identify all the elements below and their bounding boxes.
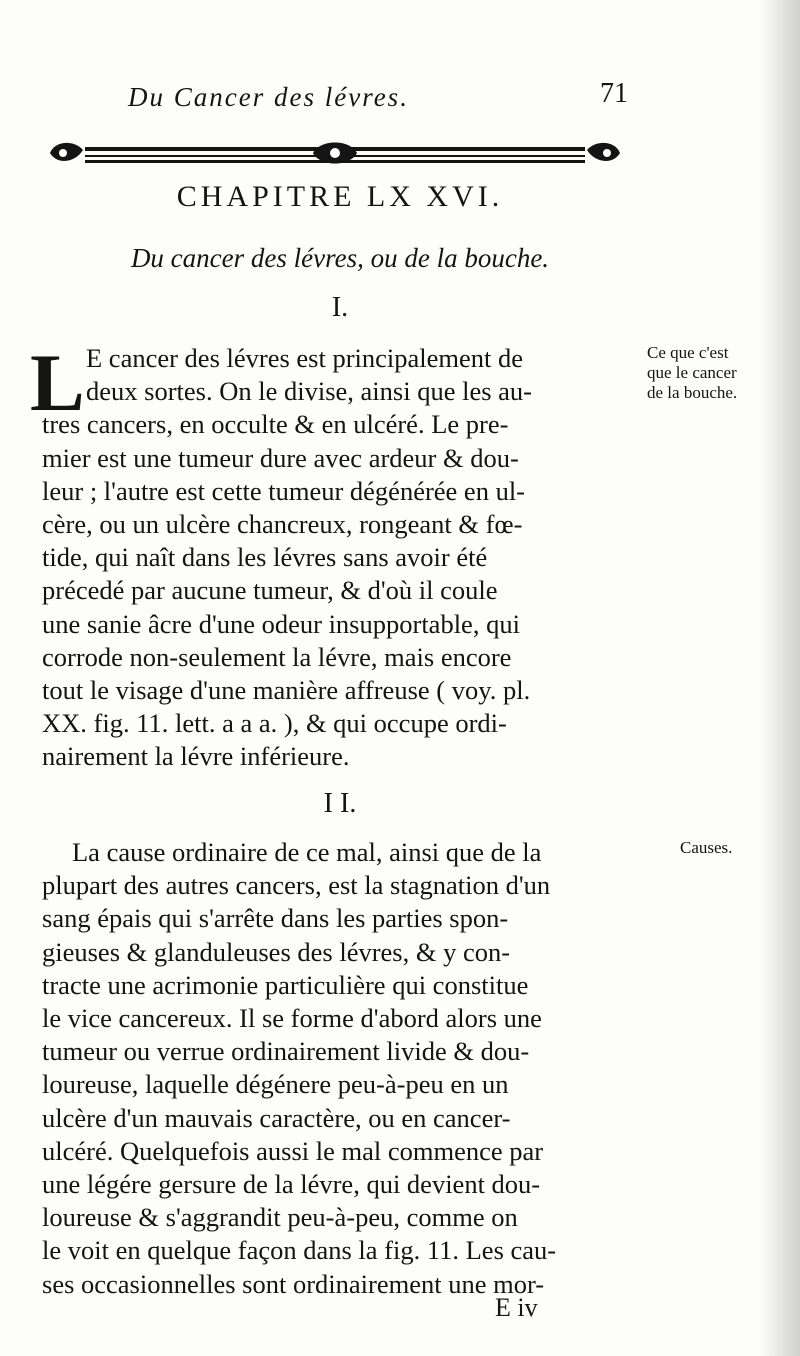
- section-2-text: [42, 836, 642, 1301]
- text-line: nairement la lévre inférieure.: [42, 741, 350, 772]
- section-number: I.: [331, 292, 349, 323]
- text-line: plupart des autres cancers, est la stagnation d'un: [42, 870, 551, 901]
- ornamental-rule: [45, 135, 625, 171]
- text-line: leur ; l'autre est cette tumeur dégénérée en ul-: [42, 475, 526, 506]
- margin-note-line: que le cancer: [647, 363, 737, 382]
- text-line: le voit en quelque façon dans la fig. 11. Les cau-: [42, 1235, 557, 1266]
- margin-note-line: Causes.: [680, 838, 733, 857]
- margin-note-line: Ce que c'est: [647, 343, 729, 362]
- text-line: une légére gersure de la lévre, qui devient dou-: [42, 1169, 541, 1200]
- margin-note-line: de la bouche.: [647, 383, 738, 402]
- text-line: loureuse, laquelle dégénere peu-à-peu en un: [42, 1069, 509, 1100]
- text-line: sang épais qui s'arrête dans les parties spon-: [42, 903, 509, 934]
- text-line: gieuses & glanduleuses des lévres, & y con-: [42, 936, 511, 967]
- text-line: une sanie âcre d'une odeur insupportable, qui: [42, 608, 520, 639]
- text-line: tide, qui naît dans les lévres sans avoir été: [42, 542, 488, 573]
- text-line: corrode non-seulement la lévre, mais encore: [42, 641, 512, 672]
- text-line: tracte une acrimonie particulière qui constitue: [42, 969, 529, 1000]
- text-line: deux sortes. On le divise, ainsi que les au-: [86, 376, 532, 407]
- drop-cap: L: [30, 337, 85, 428]
- section-1-text: [42, 342, 642, 774]
- text-line: cère, ou un ulcère chancreux, rongeant & fœ-: [42, 509, 523, 540]
- signature-mark: E iv: [495, 1293, 538, 1322]
- chapter-subtitle: Du cancer des lévres, ou de la bouche.: [130, 243, 550, 273]
- page-number: 71: [600, 78, 628, 109]
- text-line: loureuse & s'aggrandit peu-à-peu, comme on: [42, 1202, 518, 1233]
- text-line: précedé par aucune tumeur, & d'où il coule: [42, 575, 498, 606]
- text-line: ses occasionnelles sont ordinairement une mor-: [42, 1268, 545, 1299]
- page-edge-shadow: [760, 0, 800, 1356]
- text-line: La cause ordinaire de ce mal, ainsi que de la: [72, 837, 542, 867]
- section-number: I I.: [323, 788, 357, 819]
- text-line: mier est une tumeur dure avec ardeur & dou-: [42, 442, 519, 473]
- running-title: Du Cancer des lévres.: [128, 82, 409, 112]
- text-line: tumeur ou verrue ordinairement livide & dou-: [42, 1036, 530, 1067]
- text-line: tres cancers, en occulte & en ulcéré. Le pre-: [42, 409, 509, 440]
- chapter-title: CHAPITRE LX XVI.: [176, 180, 504, 213]
- text-line: le vice cancereux. Il se forme d'abord alors une: [42, 1003, 542, 1034]
- text-line: XX. fig. 11. lett. a a a. ), & qui occupe ordi-: [42, 708, 507, 739]
- text-line: ulcéré. Quelquefois aussi le mal commence par: [42, 1135, 544, 1166]
- text-line: E cancer des lévres est principalement de: [86, 343, 524, 373]
- text-line: ulcère d'un mauvais caractère, ou en cancer-: [42, 1102, 511, 1133]
- text-line: tout le visage d'une manière affreuse ( voy. pl.: [42, 675, 531, 706]
